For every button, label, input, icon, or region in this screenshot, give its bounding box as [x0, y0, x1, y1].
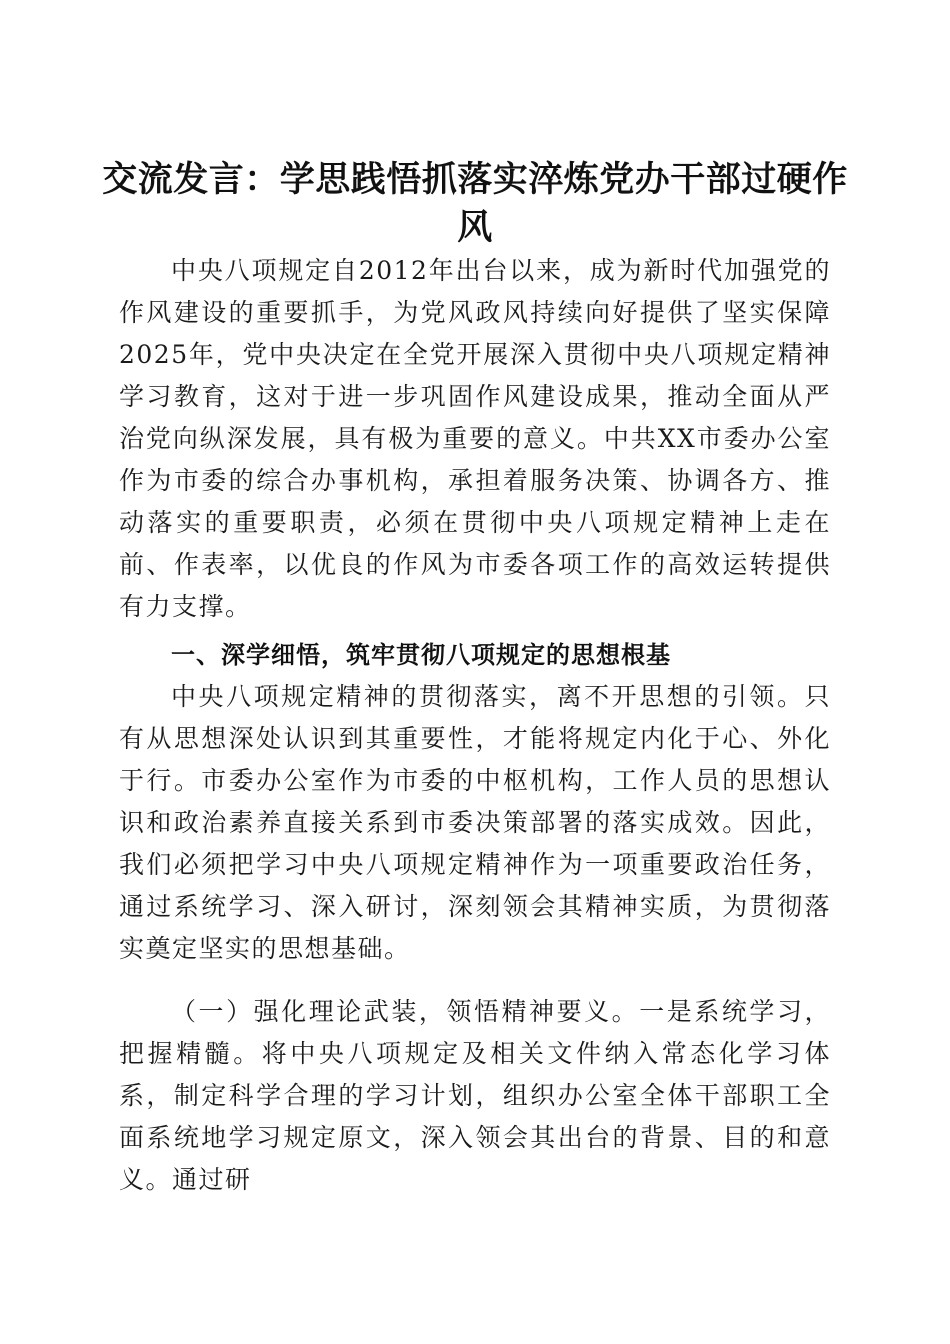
section-1-paragraph: 中央八项规定精神的贯彻落实，离不开思想的引领。只有从思想深处认识到其重要性，才能将规定内化于心、外化于行。市委办公室作为市委的中枢机构，工作人员的思想认识和政治素养直接关系到市委决策部署的落实成效。因此，我们必须把学习中央八项规定精神作为一项重要政治任务，通过系统学习、深入研讨，深刻领会其精神实质，为贯彻落实奠定坚实的思想基础。	[119, 682, 831, 963]
subsection-1-paragraph: （一）强化理论武装，领悟精神要义。一是系统学习，把握精髓。将中央八项规定及相关文件纳入常态化学习体系，制定科学合理的学习计划，组织办公室全体干部职工全面系统地学习规定原文，深入领会其出台的背景、目的和意义。通过研	[119, 997, 831, 1194]
intro-paragraph: 中央八项规定自2012年出台以来，成为新时代加强党的作风建设的重要抓手，为党风政风持续向好提供了坚实保障2025年，党中央决定在全党开展深入贯彻中央八项规定精神学习教育，这对于进一步巩固作风建设成果，推动全面从严治党向纵深发展，具有极为重要的意义。中共XX市委办公室作为市委的综合办事机构，承担着服务决策、协调各方、推动落实的重要职责，必须在贯彻中央八项规定精神上走在前、作表率，以优良的作风为市委各项工作的高效运转提供有力支撑。	[119, 256, 831, 621]
section-heading-1: 一、深学细悟，筑牢贯彻八项规定的思想根基	[171, 641, 671, 669]
document-title: 交流发言：学思践悟抓落实淬炼党办干部过硬作风	[102, 159, 848, 249]
